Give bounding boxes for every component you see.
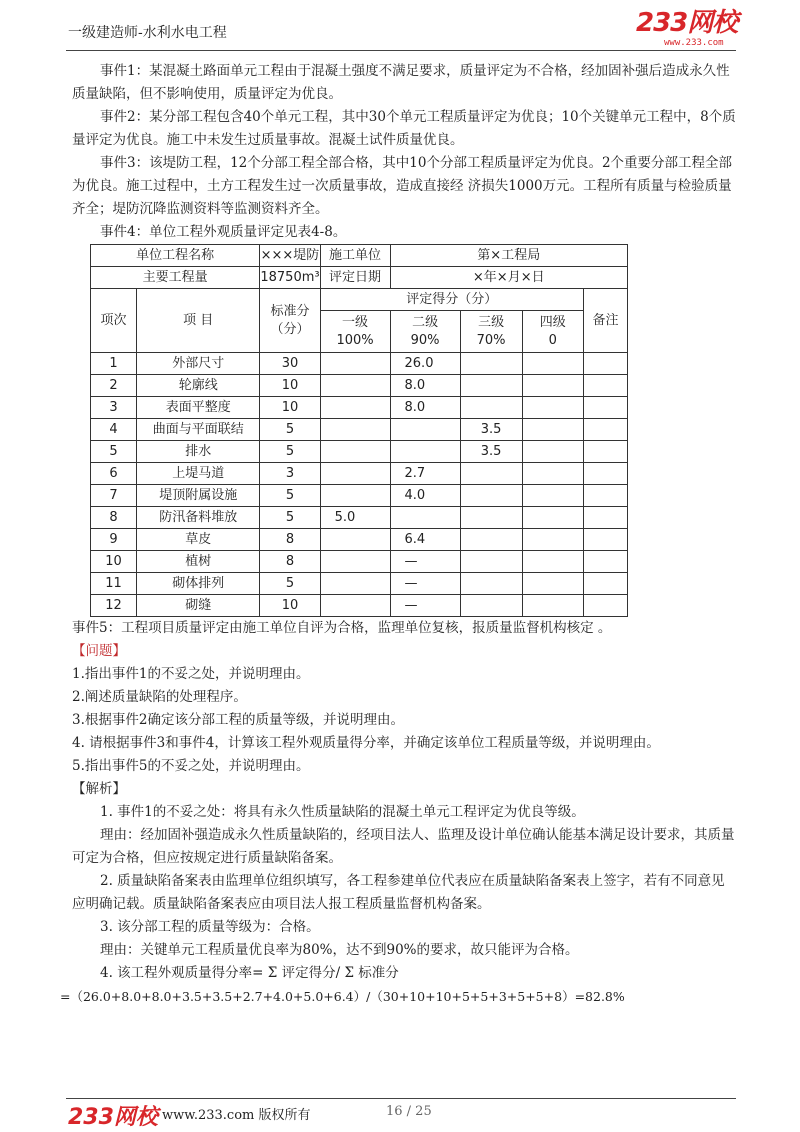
analysis-4: 4. 该工程外观质量得分率= Σ 评定得分/ Σ 标准分 bbox=[100, 965, 399, 981]
table-row bbox=[91, 397, 628, 419]
cell-note bbox=[583, 419, 627, 441]
cell-std: 5 bbox=[260, 441, 320, 463]
logo-text: 233网校 bbox=[636, 8, 738, 38]
cell-g3 bbox=[460, 463, 522, 485]
cell-note bbox=[583, 375, 627, 397]
cell-g1 bbox=[320, 485, 390, 507]
grade-3-name: 三级 bbox=[478, 314, 505, 330]
cell-item: 上堤马道 bbox=[137, 463, 260, 485]
cell-g3 bbox=[460, 485, 522, 507]
col-std-header: 标准分（分） bbox=[260, 289, 320, 353]
cell-g2 bbox=[390, 441, 460, 463]
cell-g2: 2.7 bbox=[390, 463, 460, 485]
cell-g1 bbox=[320, 595, 390, 617]
cell-g1 bbox=[320, 397, 390, 419]
grade-1-pct: 100% bbox=[336, 332, 374, 348]
col-item-header: 项 目 bbox=[137, 289, 260, 353]
cell-item: 排水 bbox=[137, 441, 260, 463]
cell-g1 bbox=[320, 375, 390, 397]
cell-no: 3 bbox=[91, 397, 137, 419]
cell-item: 轮廓线 bbox=[137, 375, 260, 397]
cell-note bbox=[583, 551, 627, 573]
table-row bbox=[91, 375, 628, 397]
cell-g4 bbox=[522, 375, 583, 397]
grade-2-header bbox=[390, 311, 460, 353]
cell-g4 bbox=[522, 397, 583, 419]
cell-no: 12 bbox=[91, 595, 137, 617]
footer-copyright: www.233.com 版权所有 bbox=[162, 1108, 311, 1123]
table-row bbox=[91, 485, 628, 507]
cell-item: 草皮 bbox=[137, 529, 260, 551]
contractor-label: 施工单位 bbox=[320, 245, 390, 267]
cell-g4 bbox=[522, 441, 583, 463]
cell-g2: 26.0 bbox=[390, 353, 460, 375]
cell-g4 bbox=[522, 573, 583, 595]
cell-no: 5 bbox=[91, 441, 137, 463]
table-row bbox=[91, 441, 628, 463]
grade-1-header bbox=[320, 311, 390, 353]
event-2: 事件2：某分部工程包含40个单元工程，其中30个单元工程质量评定为优良；10个关键单元工程中，8个质量评定为优良。施工中未发生过质量事故。混凝土试件质量优良。 bbox=[72, 109, 736, 148]
cell-item: 砌体排列 bbox=[137, 573, 260, 595]
cell-g3 bbox=[460, 507, 522, 529]
question-5: 5.指出事件5的不妥之处，并说明理由。 bbox=[72, 758, 310, 774]
grade-4-pct: 0 bbox=[548, 332, 557, 348]
cell-std: 8 bbox=[260, 529, 320, 551]
cell-no: 4 bbox=[91, 419, 137, 441]
col-score-header: 评定得分（分） bbox=[320, 289, 583, 311]
footer-rule bbox=[66, 1098, 736, 1099]
table-row bbox=[91, 245, 628, 267]
cell-no: 10 bbox=[91, 551, 137, 573]
cell-std: 8 bbox=[260, 551, 320, 573]
grade-4-header bbox=[522, 311, 583, 353]
logo-url: www.233.com bbox=[664, 38, 724, 48]
cell-g4 bbox=[522, 353, 583, 375]
table-row bbox=[91, 595, 628, 617]
unit-name-value: ×××堤防 bbox=[260, 245, 320, 267]
cell-no: 7 bbox=[91, 485, 137, 507]
event-1: 事件1：某混凝土路面单元工程由于混凝土强度不满足要求，质量评定为不合格，经加固补强后造成永久性质量缺陷，但不影响使用，质量评定为优良。 bbox=[72, 63, 730, 102]
footer-logo[interactable]: 233网校 bbox=[68, 1105, 158, 1130]
table-row bbox=[91, 353, 628, 375]
date-value: ×年×月×日 bbox=[390, 267, 627, 289]
appearance-quality-table bbox=[90, 244, 628, 617]
quantity-value: 18750m³ bbox=[260, 267, 320, 289]
analysis-3: 3. 该分部工程的质量等级为：合格。 bbox=[100, 919, 320, 935]
cell-note bbox=[583, 507, 627, 529]
cell-no: 6 bbox=[91, 463, 137, 485]
cell-g3 bbox=[460, 595, 522, 617]
grade-4-name: 四级 bbox=[539, 314, 566, 330]
cell-g1 bbox=[320, 353, 390, 375]
question-1: 1.指出事件1的不妥之处，并说明理由。 bbox=[72, 666, 310, 682]
cell-std: 5 bbox=[260, 419, 320, 441]
contractor-value: 第×工程局 bbox=[390, 245, 627, 267]
cell-g1 bbox=[320, 441, 390, 463]
cell-item: 曲面与平面联结 bbox=[137, 419, 260, 441]
brand-logo[interactable] bbox=[636, 8, 744, 52]
event-3: 事件3：该堤防工程，12个分部工程全部合格，其中10个分部工程质量评定为优良。2个重要分部工程全部为优良。施工过程中，土方工程发生过一次质量事故，造成直接经 济损失1000万元。工程所有质量与检验质量齐全；堤防沉降监测资料等监测资料齐全。 bbox=[72, 155, 733, 217]
table-row bbox=[91, 267, 628, 289]
event-4: 事件4：单位工程外观质量评定见表4-8。 bbox=[100, 224, 347, 240]
table-row bbox=[91, 419, 628, 441]
cell-g3: 3.5 bbox=[460, 441, 522, 463]
cell-g3: 3.5 bbox=[460, 419, 522, 441]
cell-g2: 8.0 bbox=[390, 375, 460, 397]
cell-note bbox=[583, 485, 627, 507]
cell-g1 bbox=[320, 551, 390, 573]
quantity-label: 主要工程量 bbox=[91, 267, 260, 289]
col-no-header: 项次 bbox=[91, 289, 137, 353]
cell-g4 bbox=[522, 419, 583, 441]
cell-g1 bbox=[320, 463, 390, 485]
cell-g3 bbox=[460, 551, 522, 573]
cell-note bbox=[583, 595, 627, 617]
cell-std: 5 bbox=[260, 573, 320, 595]
page-number: 16 / 25 bbox=[386, 1104, 432, 1119]
page-content bbox=[60, 60, 736, 1008]
cell-g3 bbox=[460, 353, 522, 375]
cell-no: 11 bbox=[91, 573, 137, 595]
table-row bbox=[91, 529, 628, 551]
cell-g2: — bbox=[390, 551, 460, 573]
cell-g4 bbox=[522, 595, 583, 617]
cell-g2 bbox=[390, 419, 460, 441]
header-title: 一级建造师-水利水电工程 bbox=[68, 25, 227, 41]
cell-std: 10 bbox=[260, 397, 320, 419]
cell-no: 1 bbox=[91, 353, 137, 375]
analysis-title: 【解析】 bbox=[72, 781, 126, 797]
cell-std: 10 bbox=[260, 375, 320, 397]
cell-note bbox=[583, 463, 627, 485]
cell-g1 bbox=[320, 529, 390, 551]
cell-g4 bbox=[522, 507, 583, 529]
cell-g3 bbox=[460, 397, 522, 419]
cell-note bbox=[583, 573, 627, 595]
table-row bbox=[91, 551, 628, 573]
cell-std: 30 bbox=[260, 353, 320, 375]
cell-g4 bbox=[522, 551, 583, 573]
cell-g2: 4.0 bbox=[390, 485, 460, 507]
header-rule bbox=[66, 50, 736, 51]
cell-g4 bbox=[522, 529, 583, 551]
unit-name-label: 单位工程名称 bbox=[91, 245, 260, 267]
cell-std: 3 bbox=[260, 463, 320, 485]
cell-item: 堤顶附属设施 bbox=[137, 485, 260, 507]
cell-note bbox=[583, 529, 627, 551]
cell-g1: 5.0 bbox=[320, 507, 390, 529]
cell-g4 bbox=[522, 485, 583, 507]
event-5: 事件5：工程项目质量评定由施工单位自评为合格，监理单位复核，报质量监督机构核定 。 bbox=[72, 620, 612, 636]
cell-note bbox=[583, 353, 627, 375]
cell-note bbox=[583, 397, 627, 419]
cell-item: 表面平整度 bbox=[137, 397, 260, 419]
cell-item: 砌缝 bbox=[137, 595, 260, 617]
cell-g2 bbox=[390, 507, 460, 529]
cell-g3 bbox=[460, 375, 522, 397]
cell-g1 bbox=[320, 419, 390, 441]
cell-g2: 6.4 bbox=[390, 529, 460, 551]
analysis-1-reason: 理由：经加固补强造成永久性质量缺陷的，经项目法人、监理及设计单位确认能基本满足设计要求，其质量可定为合格，但应按规定进行质量缺陷备案。 bbox=[72, 827, 735, 866]
cell-g2: — bbox=[390, 573, 460, 595]
analysis-2: 2. 质量缺陷备案表由监理单位组织填写，各工程参建单位代表应在质量缺陷备案表上签字，若有不同意见应明确记载。质量缺陷备案表应由项目法人报工程质量监督机构备案。 bbox=[72, 873, 725, 912]
grade-2-pct: 90% bbox=[410, 332, 440, 348]
questions-title: 【问题】 bbox=[72, 643, 126, 659]
cell-no: 9 bbox=[91, 529, 137, 551]
question-2: 2.阐述质量缺陷的处理程序。 bbox=[72, 689, 247, 705]
table-row bbox=[91, 289, 628, 311]
grade-2-name: 二级 bbox=[412, 314, 439, 330]
grade-3-pct: 70% bbox=[476, 332, 506, 348]
cell-std: 10 bbox=[260, 595, 320, 617]
question-4: 4. 请根据事件3和事件4，计算该工程外观质量得分率，并确定该单位工程质量等级，并说明理由。 bbox=[72, 735, 660, 751]
cell-note bbox=[583, 441, 627, 463]
analysis-3-reason: 理由：关键单元工程质量优良率为80%，达不到90%的要求，故只能评为合格。 bbox=[100, 942, 579, 958]
cell-no: 8 bbox=[91, 507, 137, 529]
grade-1-name: 一级 bbox=[342, 314, 369, 330]
table-row bbox=[91, 507, 628, 529]
col-note-header: 备注 bbox=[583, 289, 627, 353]
table-row bbox=[91, 573, 628, 595]
cell-std: 5 bbox=[260, 507, 320, 529]
table-body bbox=[91, 353, 628, 617]
question-3: 3.根据事件2确定该分部工程的质量等级，并说明理由。 bbox=[72, 712, 404, 728]
cell-g3 bbox=[460, 573, 522, 595]
cell-item: 植树 bbox=[137, 551, 260, 573]
analysis-formula: =（26.0+8.0+8.0+3.5+3.5+2.7+4.0+5.0+6.4）/（30+10+10+5+5+3+5+5+8）=82.8% bbox=[60, 989, 625, 1004]
cell-g2: 8.0 bbox=[390, 397, 460, 419]
table-row bbox=[91, 463, 628, 485]
cell-std: 5 bbox=[260, 485, 320, 507]
cell-g1 bbox=[320, 573, 390, 595]
cell-g4 bbox=[522, 463, 583, 485]
cell-g2: — bbox=[390, 595, 460, 617]
cell-g3 bbox=[460, 529, 522, 551]
cell-no: 2 bbox=[91, 375, 137, 397]
cell-item: 外部尺寸 bbox=[137, 353, 260, 375]
date-label: 评定日期 bbox=[320, 267, 390, 289]
cell-item: 防汛备料堆放 bbox=[137, 507, 260, 529]
grade-3-header bbox=[460, 311, 522, 353]
analysis-1: 1. 事件1的不妥之处：将具有永久性质量缺陷的混凝土单元工程评定为优良等级。 bbox=[100, 804, 585, 820]
